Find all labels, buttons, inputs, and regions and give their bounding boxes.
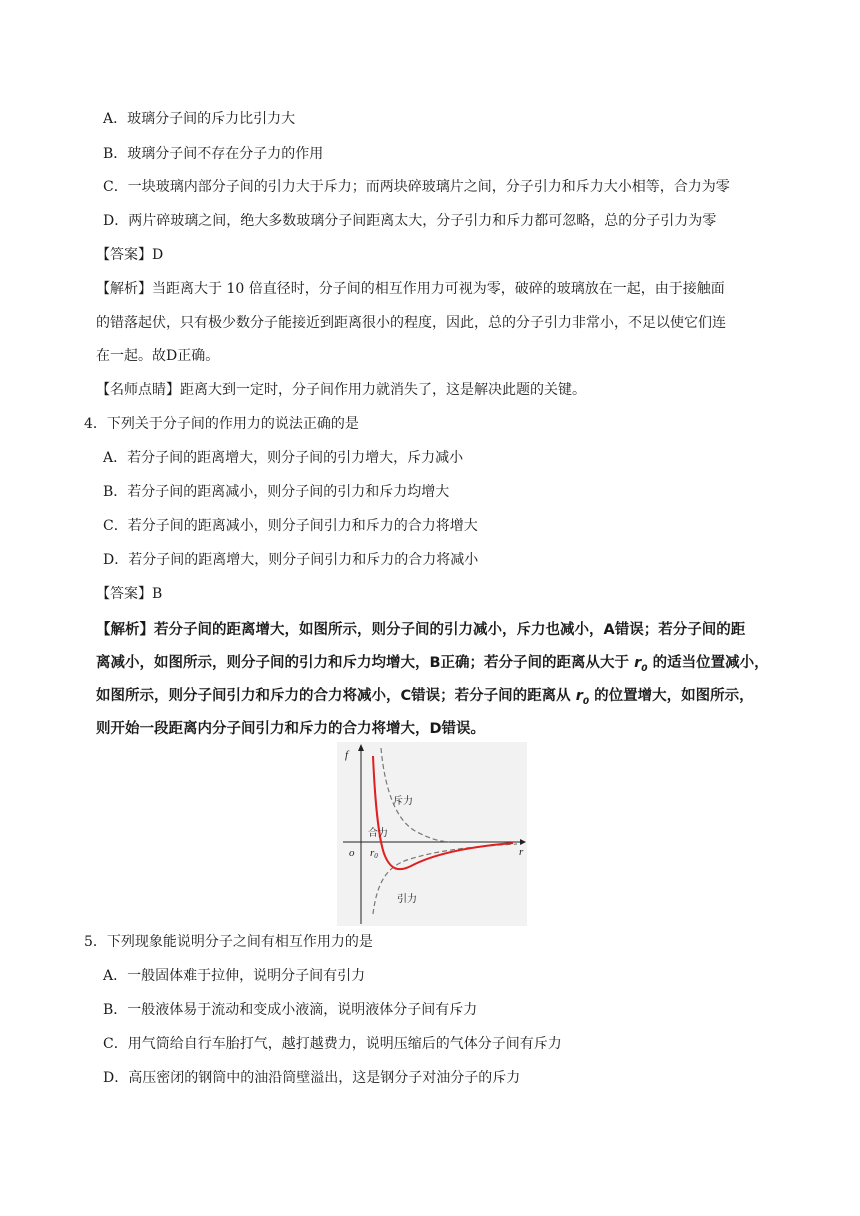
q4-explanation-line4 bbox=[96, 719, 485, 739]
q3-explanation-line3: 在一起。故D正确。 bbox=[96, 348, 220, 364]
q5-option-b: B．一般液体易于流动和变成小液滴，说明液体分子间有斥力 bbox=[103, 1002, 478, 1018]
q4-explanation-text: 离减小，如图所示，则分子间的引力和斥力均增大，B正确；若分子间的距离从大于 bbox=[96, 655, 635, 671]
q4-explanation-text: 【解析】若分子间的距离增大，如图所示，则分子间的引力减小，斥力也减小，A错误；若分子间的距 bbox=[96, 622, 746, 638]
r-axis-label: r bbox=[519, 846, 524, 858]
r0-symbol: $r_0$ bbox=[634, 655, 648, 674]
q4-answer: 【答案】B bbox=[96, 586, 163, 602]
q4-stem: 4．下列关于分子间的作用力的说法正确的是 bbox=[84, 416, 359, 432]
force-distance-diagram bbox=[337, 742, 527, 926]
q3-option-c: C．一块玻璃内部分子间的引力大于斥力；而两块碎玻璃片之间，分子引力和斥力大小相等，合力为零 bbox=[103, 179, 730, 195]
repulsion-label: 斥力 bbox=[393, 796, 413, 807]
q4-option-c: C．若分子间的距离减小，则分子间引力和斥力的合力将增大 bbox=[103, 518, 478, 534]
q5-stem: 5．下列现象能说明分子之间有相互作用力的是 bbox=[84, 934, 373, 950]
q3-option-a: A．玻璃分子间的斥力比引力大 bbox=[103, 111, 296, 127]
q5-option-a: A．一般固体难于拉伸，说明分子间有引力 bbox=[103, 968, 366, 984]
q4-option-a: A．若分子间的距离增大，则分子间的引力增大，斥力减小 bbox=[103, 450, 464, 466]
origin-label: o bbox=[349, 847, 355, 859]
q5-option-c: C．用气筒给自行车胎打气，越打越费力，说明压缩后的气体分子间有斥力 bbox=[103, 1036, 562, 1052]
q4-explanation-text: 的适当位置减小， bbox=[647, 655, 769, 671]
figure-panel bbox=[337, 742, 527, 926]
q5-option-d: D．高压密闭的钢筒中的油沿筒壁溢出，这是钢分子对油分子的斥力 bbox=[103, 1070, 521, 1086]
molecular-force-figure bbox=[337, 742, 527, 926]
q4-explanation-text: 的位置增大，如图所示， bbox=[589, 688, 754, 704]
q3-teacher-tip: 【名师点睛】距离大到一定时，分子间作用力就消失了，这是解决此题的关键。 bbox=[96, 382, 586, 398]
attraction-label: 引力 bbox=[397, 894, 417, 905]
q4-explanation-line1 bbox=[96, 620, 745, 640]
q4-explanation-text: 则开始一段距离内分子间引力和斥力的合力将增大，D错误。 bbox=[96, 721, 486, 737]
q4-option-d: D．若分子间的距离增大，则分子间引力和斥力的合力将减小 bbox=[103, 552, 479, 568]
q3-option-d: D．两片碎玻璃之间，绝大多数玻璃分子间距离太大，分子引力和斥力都可忽略，总的分子引力为零 bbox=[103, 213, 717, 229]
q4-explanation-text: 如图所示，则分子间引力和斥力的合力将减小，C错误；若分子间的距离从 bbox=[96, 688, 576, 704]
q4-explanation-line2 bbox=[96, 653, 769, 679]
q4-option-b: B．若分子间的距离减小，则分子间的引力和斥力均增大 bbox=[103, 484, 450, 500]
r0-label: r0 bbox=[370, 847, 378, 860]
f-axis-label: f bbox=[345, 749, 349, 761]
r0-symbol: $r_0$ bbox=[575, 688, 590, 707]
q3-explanation-line2: 的错落起伏，只有极少数分子能接近到距离很小的程度，因此，总的分子引力非常小，不足以使它们连 bbox=[96, 315, 726, 331]
q3-answer: 【答案】D bbox=[96, 247, 164, 263]
q3-option-b: B．玻璃分子间不存在分子力的作用 bbox=[103, 146, 324, 162]
resultant-label: 合力 bbox=[368, 828, 388, 839]
q4-explanation-line3 bbox=[96, 686, 754, 712]
q3-explanation-line1: 【解析】当距离大于 10 倍直径时，分子间的相互作用力可视为零，破碎的玻璃放在一起，由于接触面 bbox=[96, 281, 725, 297]
